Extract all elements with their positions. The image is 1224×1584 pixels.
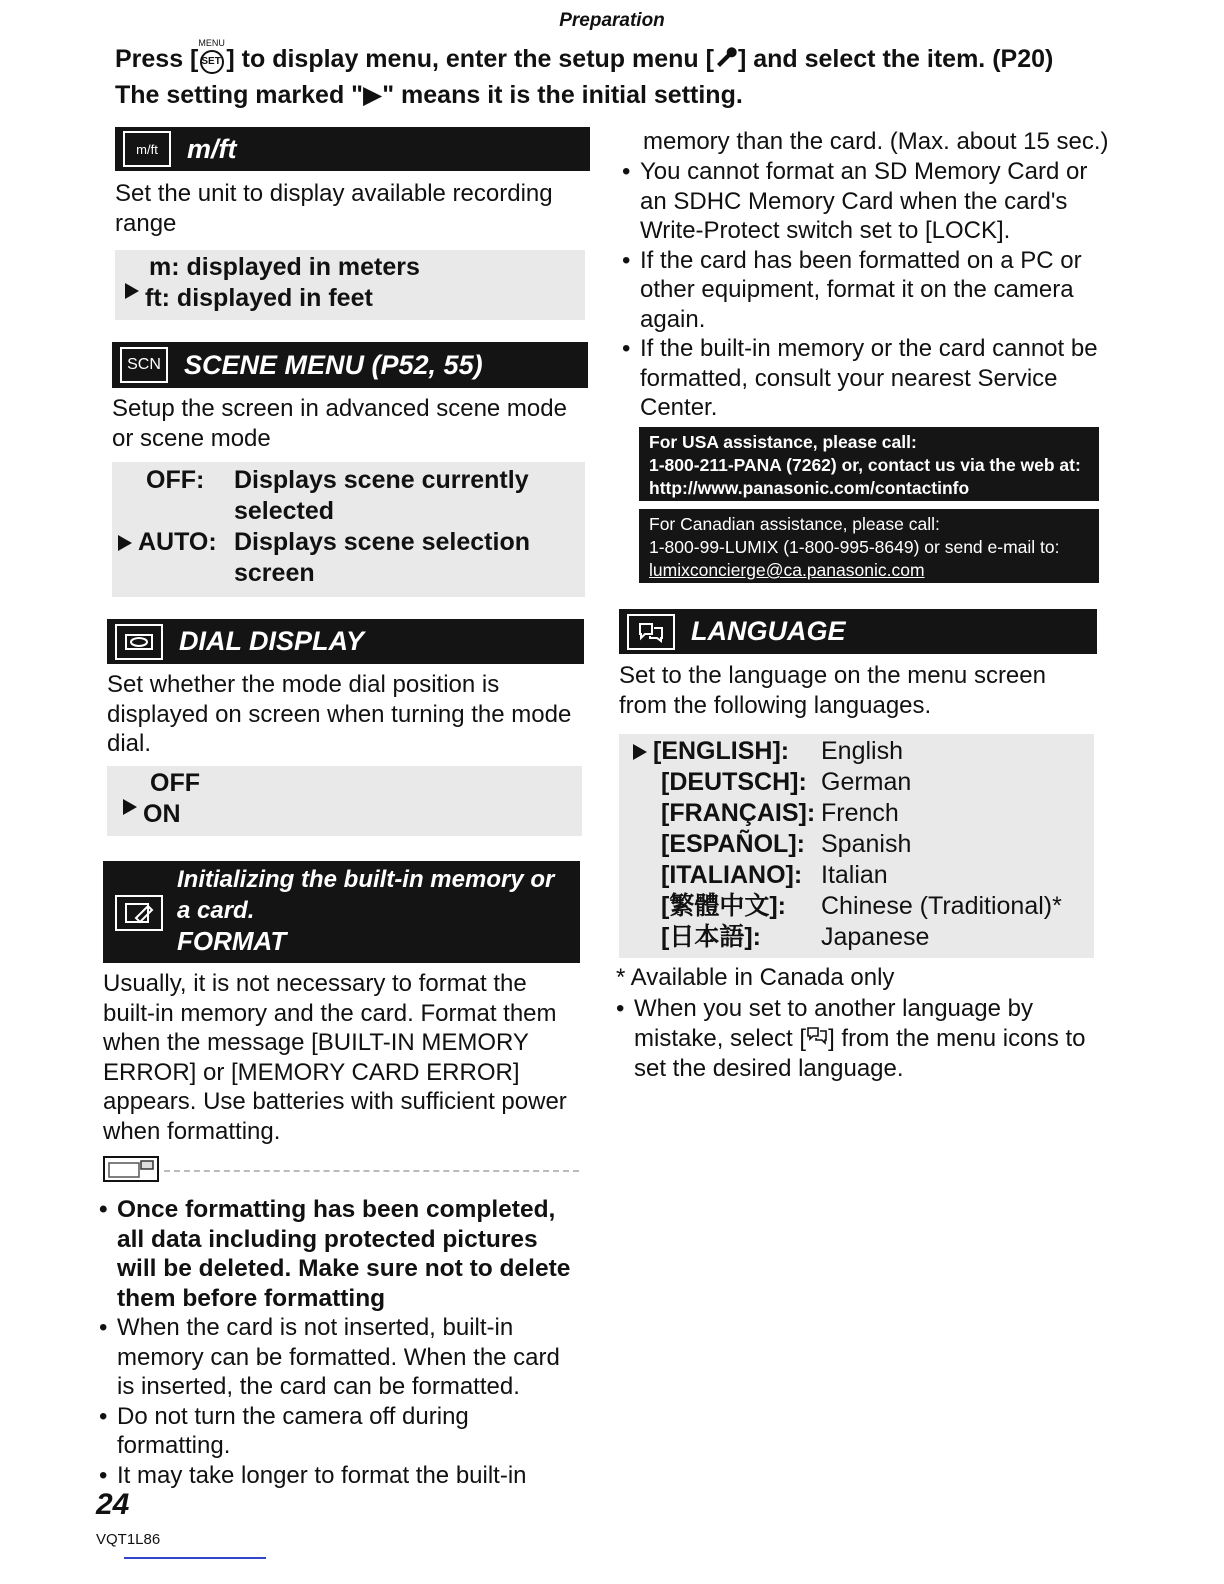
format-note-bold: • Once formatting has been completed, all data including protected pictures will be deleted. Make sure not to delete them before formatting [99, 1195, 581, 1313]
menu-icon-set-label: SET [201, 56, 221, 68]
language-option [619, 798, 1094, 829]
language-value: Japanese [821, 923, 930, 951]
scene-auto-value: Displays scene selection screen [234, 528, 530, 587]
format-note-3: • Do not turn the camera off during formatting. [99, 1402, 581, 1461]
mft-icon: m/ft [123, 131, 171, 167]
language-key: [DEUTSCH]: [661, 768, 807, 796]
menu-icon-menu-label: MENU [198, 38, 225, 49]
mft-title: m/ft [187, 133, 237, 164]
language-key: [繁體中文]: [661, 892, 786, 920]
language-value: Italian [821, 861, 888, 889]
language-key: [ITALIANO]: [661, 861, 803, 889]
language-title: LANGUAGE [691, 616, 846, 646]
intro-text-a: Press [ [115, 45, 199, 73]
language-icon [627, 614, 675, 650]
scene-desc: Setup the screen in advanced scene mode or scene mode [112, 395, 567, 452]
dial-header [107, 619, 584, 664]
language-key: [ESPAÑOL]: [661, 830, 805, 858]
doc-code: VQT1L86 [96, 1531, 161, 1548]
scene-title: SCENE MENU (P52, 55) [184, 349, 483, 380]
format-header [103, 861, 580, 963]
language-options [619, 734, 1094, 958]
language-key: [ENGLISH]: [653, 737, 790, 765]
format-note-right-3: • If the built-in memory or the card cannot be formatted, consult your nearest Service Center. [622, 334, 1112, 423]
language-value: Spanish [821, 830, 912, 858]
format-title-line3: FORMAT [177, 926, 287, 956]
dial-options [107, 766, 582, 836]
page-number: 24 [96, 1488, 130, 1521]
mft-option-m [115, 252, 585, 283]
usa-assistance-box [639, 427, 1099, 501]
dial-option-off [107, 768, 582, 799]
scene-header [112, 342, 588, 388]
format-note-2: • When the card is not inserted, built-in memory can be formatted. When the card is inserted, the card can be formatted. [99, 1313, 581, 1402]
canada-line2: 1-800-99-LUMIX (1-800-995-8649) or send e-mail to: [649, 537, 1060, 557]
format-icon [115, 895, 163, 931]
mft-options [115, 250, 585, 320]
section-label: Preparation [559, 10, 665, 31]
language-option [619, 767, 1094, 798]
usa-line2: 1-800-211-PANA (7262) or, contact us via the web at: [649, 455, 1081, 475]
format-note-right-2: • If the card has been formatted on a PC or other equipment, format it on the camera again. [622, 246, 1112, 335]
format-continued: memory than the card. (Max. about 15 sec.) [643, 128, 1109, 155]
note-divider [164, 1170, 579, 1172]
dial-option-on-label: ON [143, 800, 181, 828]
menu-set-icon [198, 38, 226, 74]
language-footnote: * Available in Canada only [616, 964, 895, 991]
language-desc: Set to the language on the menu screen from the following languages. [619, 662, 1046, 719]
intro-line-1 [115, 38, 1115, 76]
language-key: [日本語]: [661, 923, 761, 951]
usa-web-link[interactable]: http://www.panasonic.com/contactinfo [649, 478, 970, 498]
dial-title: DIAL DISPLAY [179, 626, 365, 656]
initial-setting-marker [633, 744, 647, 760]
initial-setting-marker [123, 799, 137, 815]
mft-desc: Set the unit to display available recording range [115, 180, 553, 237]
scene-option-off [112, 465, 585, 527]
language-header [619, 609, 1097, 654]
language-option [619, 829, 1094, 860]
initial-setting-marker [118, 535, 132, 551]
format-note-right-1: • You cannot format an SD Memory Card or an SDHC Memory Card when the card's Write-Protect switch set to [LOCK]. [622, 157, 1112, 246]
scene-off-key: OFF: [146, 466, 205, 494]
language-note [616, 994, 1096, 1083]
language-value: French [821, 799, 899, 827]
note-icon [103, 1155, 159, 1188]
dial-desc: Set whether the mode dial position is displayed on screen when turning the mode dial. [107, 671, 572, 757]
wrench-icon [714, 44, 738, 76]
intro-line-2: The setting marked "▶" means it is the initial setting. [115, 81, 743, 109]
usa-line1: For USA assistance, please call: [649, 432, 917, 452]
format-note-4: • It may take longer to format the built-in [99, 1461, 581, 1491]
intro-text-b: ] to display menu, enter the setup menu [ [226, 45, 714, 73]
dial-display-icon [115, 624, 163, 660]
language-inline-icon [806, 1024, 828, 1054]
mft-option-ft [115, 283, 585, 314]
canada-line1: For Canadian assistance, please call: [649, 514, 940, 534]
format-desc: Usually, it is not necessary to format the built-in memory and the card. Format them when the message [BUILT-IN MEMORY ERROR] or [MEMORY CARD ERROR] appears. Use batteries with sufficient power when formatting. [103, 970, 567, 1145]
format-title-line2: a card. [177, 897, 255, 924]
scn-icon: SCN [120, 347, 168, 383]
intro-text-c: ] and select the item. (P20) [737, 45, 1054, 73]
format-notes [99, 1195, 581, 1490]
language-value: English [821, 737, 903, 765]
canada-assistance-box [639, 509, 1099, 583]
language-value: German [821, 768, 912, 796]
format-title-line1: Initializing the built-in memory or [177, 866, 555, 893]
language-option [619, 891, 1094, 922]
mft-header [115, 127, 590, 171]
canada-email-link[interactable]: lumixconcierge@ca.panasonic.com [649, 560, 925, 580]
language-note-text-b: ] from the menu icons to set the desired language. [634, 1024, 1086, 1082]
dial-option-on [107, 799, 582, 830]
language-note-text-a: When you set to another language by mistake, select [ [634, 995, 1033, 1052]
language-option [619, 860, 1094, 891]
format-notes-right [622, 157, 1112, 423]
dial-option-off-label: OFF [150, 769, 200, 797]
language-option [619, 922, 1094, 953]
initial-setting-marker [125, 283, 139, 299]
scene-options [112, 462, 585, 597]
footer-rule [124, 1557, 266, 1559]
language-key: [FRANÇAIS]: [661, 799, 816, 827]
mft-option-m-label: m: displayed in meters [149, 253, 420, 281]
scene-auto-key: AUTO: [138, 528, 217, 556]
scene-off-value: Displays scene currently selected [234, 466, 529, 525]
language-option [619, 736, 1094, 767]
mft-option-ft-label: ft: displayed in feet [145, 284, 373, 312]
scene-option-auto [112, 527, 585, 589]
bullet: • [616, 995, 625, 1022]
language-value: Chinese (Traditional)* [821, 892, 1062, 920]
